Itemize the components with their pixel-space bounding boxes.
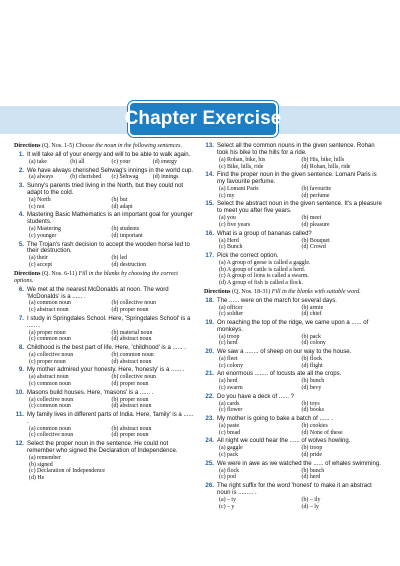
question-text: The ...... were on the march for several days. bbox=[217, 297, 337, 304]
options-grid bbox=[27, 255, 194, 268]
option: (a) Rohan, bike, his bbox=[219, 156, 266, 163]
directions bbox=[14, 143, 194, 150]
question-body bbox=[27, 390, 194, 412]
options-grid bbox=[27, 352, 194, 365]
question-body bbox=[217, 320, 384, 349]
question-body bbox=[217, 483, 384, 512]
question-number: 14. bbox=[205, 171, 214, 179]
option: (a) fleet bbox=[219, 356, 238, 363]
question-text: Childhood is the best part of life. Here, 'childhood' is a ...... . bbox=[27, 345, 186, 352]
options-grid bbox=[217, 186, 384, 199]
option: (c) common noun bbox=[29, 380, 71, 387]
directions-range: (Q. Nos. 18-31) bbox=[230, 288, 272, 295]
option: (a) take bbox=[29, 158, 47, 165]
question-number: 6. bbox=[18, 285, 24, 293]
option: (a) always bbox=[29, 174, 54, 181]
option: (c) common noun bbox=[29, 336, 71, 343]
option: (a) collective noun bbox=[29, 396, 74, 403]
option: (b) bunch bbox=[301, 467, 325, 474]
options-grid bbox=[217, 468, 384, 481]
option: (b) troop bbox=[301, 445, 323, 452]
question-number: 2. bbox=[18, 166, 24, 174]
question-item bbox=[204, 143, 384, 172]
question-item bbox=[14, 212, 194, 241]
options-grid bbox=[217, 423, 384, 436]
question-body bbox=[217, 349, 384, 371]
question-number: 18. bbox=[205, 296, 214, 304]
options-grid bbox=[217, 238, 384, 251]
option: (b) but bbox=[111, 196, 128, 203]
question-number: 5. bbox=[18, 240, 24, 248]
question-text: I study in Springdales School. Here, 'Springdales School' is a ...... . bbox=[27, 315, 191, 329]
question-item bbox=[204, 371, 384, 393]
options-grid bbox=[217, 445, 384, 458]
option: (d) pride bbox=[301, 451, 322, 458]
option: (c) proper noun bbox=[29, 358, 66, 365]
options-grid bbox=[27, 455, 194, 482]
question-item bbox=[14, 367, 194, 389]
question-body bbox=[27, 242, 194, 271]
option: (c) Bunch bbox=[219, 244, 243, 251]
directions-text: Fill in the blanks by choosing the correct options. bbox=[14, 270, 178, 284]
option: (b) pack bbox=[301, 333, 321, 340]
question-body bbox=[27, 183, 194, 212]
question-item bbox=[204, 298, 384, 320]
option: (d) pleasure bbox=[301, 221, 330, 228]
question-body bbox=[217, 172, 384, 201]
question-text: We saw a ........ of sheep on our way to the house. bbox=[217, 349, 352, 356]
option: (d) bevy bbox=[301, 385, 322, 392]
question-text: Masons build houses. Here, 'masons' is a ...... . bbox=[27, 389, 154, 396]
question-body bbox=[217, 143, 384, 172]
question-text: We met at the nearest McDonalds at noon. The word 'McDonalds' is a ...... . bbox=[27, 286, 169, 300]
option: (c) bread bbox=[219, 429, 241, 436]
option: (a) paste bbox=[219, 422, 240, 429]
question-number: 16. bbox=[205, 229, 214, 237]
option: (b) A group of cattle is called a herd. bbox=[219, 266, 306, 273]
question-body bbox=[27, 287, 194, 316]
option: (a) gaggle bbox=[219, 445, 243, 452]
option: (b) bunch bbox=[301, 378, 325, 385]
option: (a) abstract noun bbox=[29, 374, 69, 381]
option: (b) signed bbox=[29, 461, 53, 468]
question-body bbox=[27, 441, 194, 483]
chapter-title: Chapter Exercise bbox=[124, 108, 282, 129]
option: (c) your bbox=[111, 158, 131, 165]
option: (a) remember bbox=[29, 455, 61, 461]
question-number: 19. bbox=[205, 318, 214, 326]
question-text: My family lives in different parts of India. Here, 'family' is a ...... . bbox=[27, 411, 194, 425]
option: (d) innings bbox=[152, 174, 179, 181]
question-text: Do you have a deck of ...... ? bbox=[217, 393, 294, 400]
question-item bbox=[14, 168, 194, 183]
question-text: On reaching the top of the ridge, we came upon a ...... of monkeys. bbox=[217, 319, 369, 333]
question-text: The right suffix for the word 'honest' to make it an abstract noun is ......... . bbox=[217, 483, 372, 496]
question-number: 17. bbox=[205, 251, 214, 259]
options-grid bbox=[217, 215, 384, 228]
question-item bbox=[204, 483, 384, 512]
option: (c) soldier bbox=[219, 311, 244, 318]
options-grid bbox=[27, 374, 194, 387]
options-grid bbox=[27, 397, 194, 410]
option: (c) Declaration of Independence bbox=[29, 468, 106, 475]
question-text: All night we could hear the ...... of wolves howling. bbox=[217, 438, 351, 445]
question-text: The Trojan's rash decision to accept the wooden horse led to their destruction. bbox=[27, 241, 190, 255]
option: (a) officer bbox=[219, 304, 243, 311]
option: (b) – ily bbox=[301, 496, 321, 503]
option: (c) flower bbox=[219, 407, 243, 414]
option: (a) A group of geese is called a gaggle. bbox=[219, 259, 311, 266]
option: (b) students bbox=[111, 226, 140, 233]
question-text: An enormous ........ of locusts ate all the crops. bbox=[217, 371, 342, 378]
question-item bbox=[204, 394, 384, 416]
question-number: 24. bbox=[205, 437, 214, 445]
option: (d) proper noun bbox=[111, 380, 149, 387]
question-body bbox=[217, 201, 384, 230]
option: (d) proper noun bbox=[111, 432, 149, 439]
option: (c) Bike, hills, ride bbox=[219, 163, 264, 170]
option: (c) – y bbox=[219, 503, 235, 510]
option: (d) important bbox=[111, 232, 143, 239]
option: (b) toys bbox=[301, 400, 320, 407]
question-number: 1. bbox=[18, 150, 24, 158]
question-item bbox=[14, 242, 194, 271]
option: (a) Mastering bbox=[29, 226, 61, 233]
question-item bbox=[204, 438, 384, 460]
right-column bbox=[204, 143, 384, 512]
question-text: Find the proper noun in the given sentence. Lomani Paris is my favourite perfume. bbox=[217, 172, 377, 186]
option: (a) herd bbox=[219, 378, 238, 385]
option: (a) troop bbox=[219, 333, 240, 340]
option: (a) North bbox=[29, 196, 51, 203]
option: (b) favourite bbox=[301, 186, 332, 193]
option: (c) pack bbox=[219, 451, 239, 458]
options-grid bbox=[217, 356, 384, 369]
directions-range: (Q. Nos. 6-11) bbox=[40, 270, 79, 277]
question-body bbox=[217, 371, 384, 393]
question-number: 26. bbox=[205, 482, 214, 489]
question-number: 9. bbox=[18, 366, 24, 374]
option: (c) A group of lions is called a swarm. bbox=[219, 273, 309, 280]
option: (c) Sehwag bbox=[111, 174, 139, 181]
question-body bbox=[217, 438, 384, 460]
question-text: My mother admired your honesty. Here, 'honesty' is a ...... . bbox=[27, 367, 185, 374]
option: (b) abstract noun bbox=[111, 425, 152, 432]
option: (c) swarm bbox=[219, 385, 243, 392]
option: (b) meet bbox=[301, 215, 322, 222]
chapter-header bbox=[124, 101, 282, 137]
option: (c) not bbox=[29, 203, 45, 210]
option: (b) cookies bbox=[301, 422, 328, 429]
question-number: 15. bbox=[205, 200, 214, 208]
question-number: 10. bbox=[15, 388, 24, 396]
options-grid bbox=[217, 401, 384, 414]
directions-range: (Q. Nos. 1-5) bbox=[40, 143, 76, 149]
option: (b) material noun bbox=[111, 329, 153, 336]
options-grid bbox=[217, 157, 384, 170]
option: (b) His, bike, hills bbox=[301, 156, 345, 163]
options-grid bbox=[27, 174, 194, 181]
question-item bbox=[14, 390, 194, 412]
option: (d) abstract noun bbox=[111, 336, 152, 343]
options-grid bbox=[217, 497, 384, 510]
options-grid bbox=[217, 378, 384, 391]
option: (d) colony bbox=[301, 340, 326, 347]
question-item bbox=[204, 416, 384, 438]
question-text: Sunny's parents tried living in the North, but they could not adapt to the cold. bbox=[27, 183, 184, 197]
directions-text: Choose the noun in the following sentences. bbox=[75, 143, 183, 149]
option: (d) perfume bbox=[301, 192, 330, 199]
option: (d) He bbox=[29, 475, 45, 482]
question-body bbox=[27, 412, 194, 441]
options-grid bbox=[217, 260, 384, 287]
option: (c) collective noun bbox=[29, 432, 74, 439]
option: (c) five years bbox=[219, 221, 251, 228]
question-number: 25. bbox=[205, 459, 214, 467]
option: (b) collective noun bbox=[111, 300, 156, 307]
option: (d) books bbox=[301, 407, 324, 414]
options-grid bbox=[27, 197, 194, 210]
question-text: What is a group of bananas called? bbox=[217, 230, 312, 237]
question-item bbox=[204, 461, 384, 483]
question-body bbox=[27, 152, 194, 167]
option: (d) energy bbox=[152, 158, 178, 165]
options-grid bbox=[217, 334, 384, 347]
options-grid bbox=[217, 305, 384, 318]
options-grid bbox=[27, 300, 194, 313]
options-grid bbox=[27, 159, 194, 166]
option: (b) flock bbox=[301, 356, 322, 363]
option: (d) chief bbox=[301, 311, 322, 318]
option: (d) abstract noun bbox=[111, 358, 152, 365]
question-number: 4. bbox=[18, 211, 24, 219]
question-body bbox=[27, 345, 194, 367]
question-item bbox=[204, 349, 384, 371]
question-number: 21. bbox=[205, 370, 214, 378]
option: (d) destruction bbox=[111, 262, 147, 269]
directions-label: Directions bbox=[204, 288, 231, 295]
option: (b) led bbox=[111, 255, 128, 262]
option: (c) accept bbox=[29, 262, 53, 269]
option: (c) colony bbox=[219, 362, 244, 369]
question-number: 11. bbox=[15, 410, 24, 418]
question-item bbox=[204, 253, 384, 288]
options-grid bbox=[27, 426, 194, 439]
question-item bbox=[14, 412, 194, 441]
question-text: Select the proper noun in the sentence. He could not remember who signed the Declaration of Independence. bbox=[27, 441, 178, 455]
question-number: 3. bbox=[18, 182, 24, 190]
options-grid bbox=[27, 226, 194, 239]
question-body bbox=[27, 212, 194, 241]
option: (c) my bbox=[219, 192, 235, 199]
option: (c) herd bbox=[219, 340, 238, 347]
directions bbox=[14, 271, 194, 285]
question-number: 12. bbox=[15, 440, 24, 448]
directions-text: Fill in the blanks with suitable word. bbox=[271, 288, 361, 295]
question-item bbox=[204, 320, 384, 349]
option: (b) collective noun bbox=[111, 374, 156, 381]
option: (c) common noun bbox=[29, 403, 71, 410]
option: (a) – ty bbox=[219, 496, 237, 503]
question-text: It will take all of your energy and will to be able to walk again. bbox=[27, 151, 191, 158]
option: (a) common noun bbox=[29, 300, 71, 307]
question-item bbox=[14, 183, 194, 212]
option: (b) armie bbox=[301, 304, 324, 311]
option: (a) you bbox=[219, 215, 236, 222]
question-item bbox=[14, 345, 194, 367]
option: (d) A group of fish is called a flock. bbox=[219, 279, 303, 286]
question-body bbox=[217, 461, 384, 483]
option: (d) Crowd bbox=[301, 244, 326, 251]
option: (b) Bouquet bbox=[301, 237, 330, 244]
option: (a) common noun bbox=[29, 425, 71, 432]
option: (d) proper noun bbox=[111, 307, 149, 314]
question-body bbox=[27, 168, 194, 183]
option: (c) abstract noun bbox=[29, 307, 69, 314]
question-text: Pick the correct option. bbox=[217, 252, 279, 259]
directions-label: Directions bbox=[14, 270, 41, 277]
question-number: 22. bbox=[205, 392, 214, 400]
question-text: My mother is going to bake a batch of ...... . bbox=[217, 416, 333, 423]
directions-label: Directions bbox=[14, 143, 41, 149]
question-item bbox=[14, 152, 194, 167]
option: (a) proper noun bbox=[29, 329, 66, 336]
option: (d) herd bbox=[301, 474, 321, 481]
question-item bbox=[14, 316, 194, 345]
option: (d) adapt bbox=[111, 203, 133, 210]
question-body bbox=[217, 253, 384, 288]
question-body bbox=[217, 416, 384, 438]
directions bbox=[204, 289, 384, 296]
option: (d) abstract noun bbox=[111, 403, 152, 410]
option: (c) pod bbox=[219, 474, 236, 481]
option: (a) Herd bbox=[219, 237, 239, 244]
options-grid bbox=[27, 330, 194, 343]
option: (b) common noun bbox=[111, 351, 154, 358]
question-text: Mastering Basic Mathematics is an important goal for younger students. bbox=[27, 212, 193, 226]
question-body bbox=[217, 394, 384, 416]
option: (d) flight bbox=[301, 362, 323, 369]
question-body bbox=[27, 316, 194, 345]
question-text: We were in awe as we watched the ...... of whales swimming. bbox=[217, 460, 381, 467]
option: (b) cherished bbox=[70, 174, 102, 181]
option: (b) all bbox=[70, 158, 85, 165]
left-column bbox=[14, 143, 194, 484]
question-number: 7. bbox=[18, 314, 24, 322]
question-item bbox=[204, 201, 384, 230]
question-item bbox=[14, 287, 194, 316]
question-body bbox=[27, 367, 194, 389]
option: (b) proper noun bbox=[111, 396, 149, 403]
option: (a) their bbox=[29, 255, 48, 262]
question-text: We have always cherished Sehwag's innings in the world cup. bbox=[27, 167, 194, 174]
option: (c) younger bbox=[29, 232, 57, 239]
option: (a) cards bbox=[219, 400, 240, 407]
question-number: 20. bbox=[205, 348, 214, 356]
question-item bbox=[14, 441, 194, 483]
question-number: 13. bbox=[205, 142, 214, 149]
question-text: Select the abstract noun in the given sentence. It's a pleasure to meet you after five years. bbox=[217, 201, 382, 215]
question-body bbox=[217, 298, 384, 320]
option: (a) collective noun bbox=[29, 351, 74, 358]
option: (a) flock bbox=[219, 467, 240, 474]
question-body bbox=[217, 231, 384, 253]
question-text: Select all the common nouns in the given sentence. Rohan took his bike to the hills for a ride. bbox=[217, 143, 375, 156]
question-item bbox=[204, 231, 384, 253]
question-number: 8. bbox=[18, 344, 24, 352]
option: (d) None of these bbox=[301, 429, 343, 436]
question-item bbox=[204, 172, 384, 201]
option: (a) Lomani Paris bbox=[219, 186, 259, 193]
question-number: 23. bbox=[205, 415, 214, 423]
option: (d) Rohan, hills, ride bbox=[301, 163, 351, 170]
option: (d) – ly bbox=[301, 503, 319, 510]
